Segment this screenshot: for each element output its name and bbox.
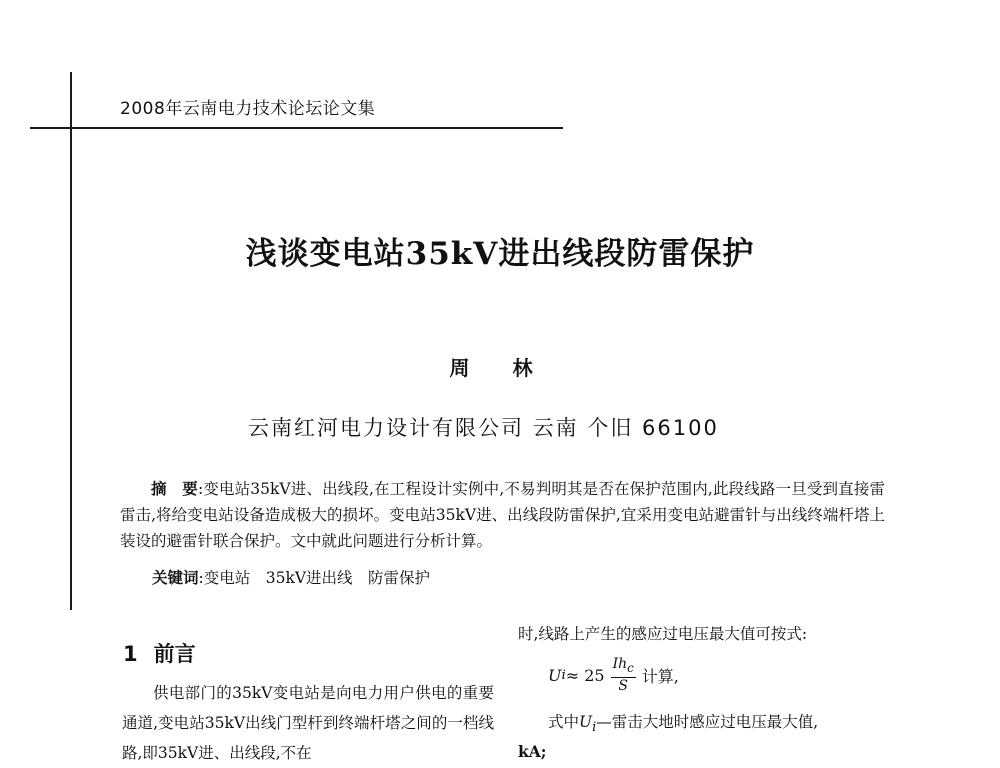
induced-voltage-formula: [548, 656, 679, 695]
formula-suffix: 计算,: [641, 666, 679, 686]
variable-definition: [548, 710, 818, 735]
formula-approx: ≈ 25: [565, 665, 605, 685]
keywords: [152, 566, 430, 588]
formula-numerator-sub: c: [627, 660, 634, 675]
abstract-text: :变电站35kV进、出线段,在工程设计实例中,不易判明其是否在保护范围内,此段线路一旦受到直接雷雷击,将给变电站设备造成极大的损坏。变电站35kV进、出线段防雷保护,宜采用变电站避雷针与出线终端杆塔上装设的避雷针联合保护。文中就此问题进行分析计算。: [120, 480, 885, 550]
formula-numerator-text: Ih: [612, 656, 628, 672]
formula-numerator: [611, 656, 636, 678]
formula-lhs: U: [548, 665, 562, 685]
abstract-paragraph: [120, 476, 885, 554]
paper-title: 浅谈变电站35kV进出线段防雷保护: [245, 236, 755, 272]
paper-author: 周 林: [449, 356, 551, 380]
unit-line: kA;: [518, 742, 547, 761]
left-margin-rule: [70, 72, 72, 610]
right-column-line: 时,线路上产生的感应过电压最大值可按式:: [518, 625, 808, 643]
formula-lhs-sub: i: [561, 667, 566, 683]
formula-denominator: S: [618, 677, 628, 694]
definition-prefix: 式中: [548, 713, 580, 731]
formula-fraction: [611, 656, 636, 695]
abstract-label: 摘 要: [151, 479, 198, 498]
left-column: [122, 678, 494, 768]
paper-affiliation: 云南红河电力设计有限公司 云南 个旧 66100: [248, 416, 719, 440]
section-number: 1: [123, 642, 138, 666]
keywords-label: 关键词: [152, 568, 199, 587]
definition-rest: —雷击大地时感应过电压最大值,: [596, 713, 819, 731]
section-title: 前言: [153, 642, 196, 666]
header-rule: [30, 127, 563, 129]
section-heading: [123, 638, 196, 668]
keywords-text: :变电站 35kV进出线 防雷保护: [198, 569, 431, 587]
abstract: [120, 476, 885, 554]
definition-var: U: [579, 713, 593, 731]
definition-var-sub: i: [592, 720, 597, 736]
running-header: 2008年云南电力技术论坛论文集: [120, 99, 376, 119]
section-body: 供电部门的35kV变电站是向电力用户供电的重要通道,变电站35kV出线门型杆到终端杆塔之间的一档线路,即35kV进、出线段,不在: [122, 684, 494, 762]
